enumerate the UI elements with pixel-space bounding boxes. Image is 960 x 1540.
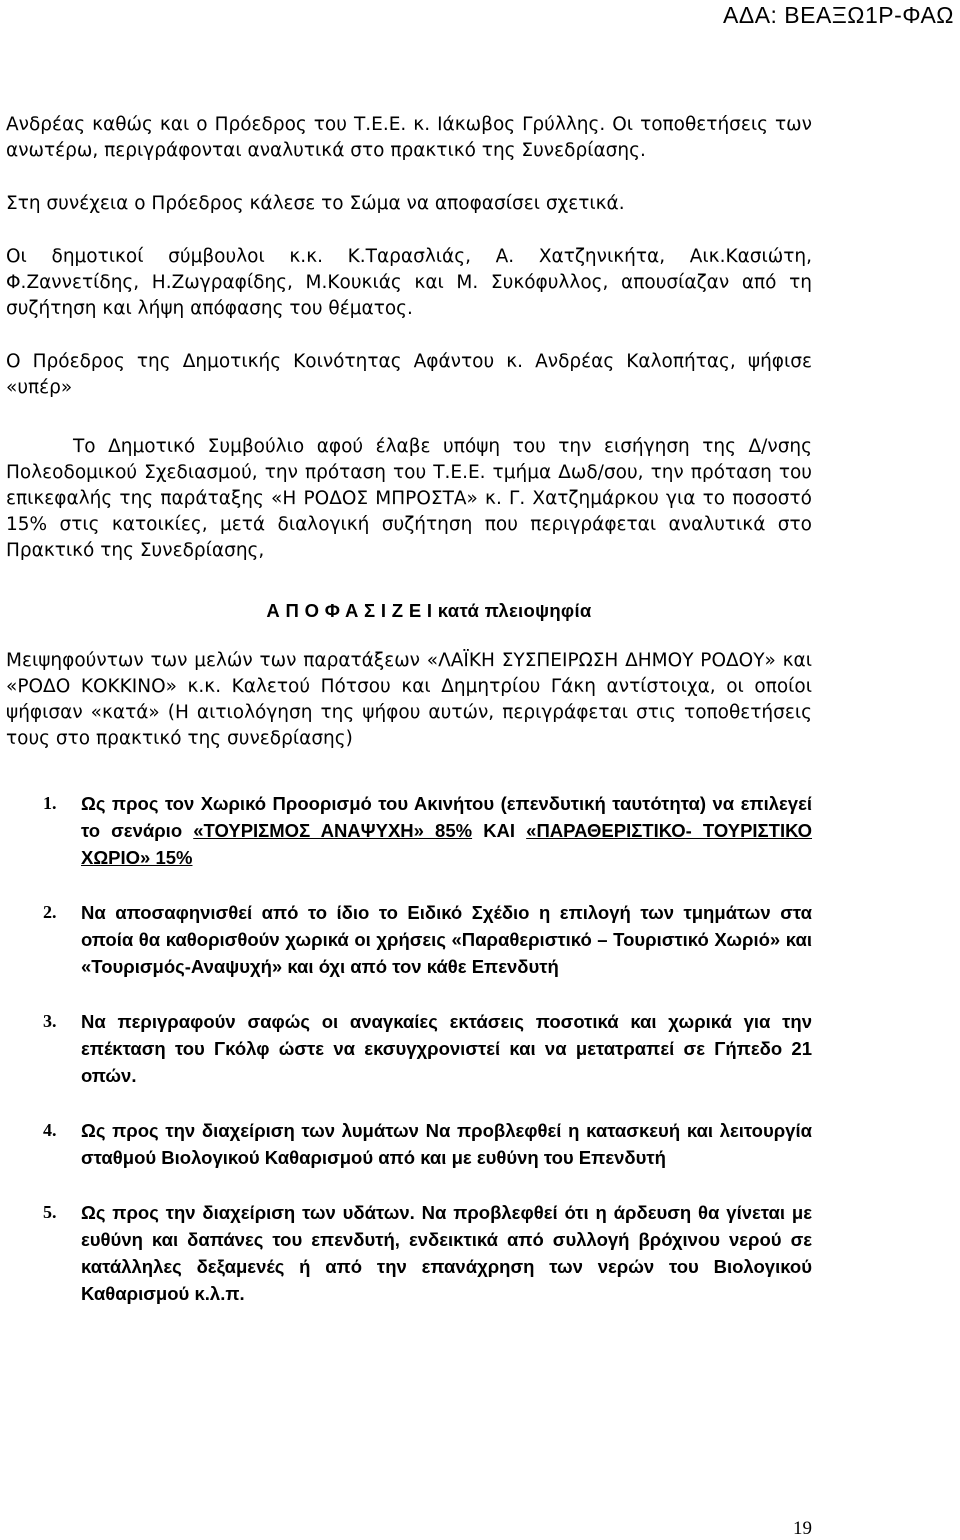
item-number: 2. (43, 902, 57, 922)
paragraph-vote-call: Στη συνέχεια ο Πρόεδρος κάλεσε το Σώμα να αποφασίσει σχετικά. (6, 193, 625, 214)
decision-item-1 (6, 790, 812, 871)
item-number: 3. (43, 1011, 57, 1031)
paragraph-community-president: Ο Πρόεδρος της Δημοτικής Κοινότητας Αφάντου κ. Ανδρέας Καλοπήτας, ψήφισε «υπέρ» (6, 351, 812, 398)
item-text: ΚΑΙ (472, 820, 527, 841)
item-text: Να αποσαφηνισθεί από το ίδιο το Ειδικό Σχέδιο η επιλογή των τμημάτων στα οποία θα καθορισθούν χωρικά οι χρήσεις «Παραθεριστικό – Τουριστικό Χωριό» και «Τουρισμός-Αναψυχή» και όχι από τον κάθε Επενδυτή (81, 902, 812, 977)
ada-code: ΑΔΑ: ΒΕΑΞΩ1Ρ-ΦΑΩ (722, 2, 954, 28)
decision-item-3 (6, 1008, 812, 1089)
decision-item-2 (6, 899, 812, 980)
paragraph-minority-vote: Μειψηφούντων των μελών των παρατάξεων «ΛΑΪΚΗ ΣΥΣΠΕΙΡΩΣΗ ΔΗΜΟΥ ΡΟΔΟΥ» και «ΡΟΔΟ ΚΟΚΚΙΝΟ» κ.κ. Καλετού Πότσου και Δημητρίου Γάκη αντίστοιχα, οι οποίοι ψήφισαν «κατά» (Η αιτιολόγηση της ψήφου αυτών, περιγράφεται στις τοποθετήσεις τους στο πρακτικό της συνεδρίασης) (6, 650, 812, 749)
item-text: Ως προς την διαχείριση των υδάτων. Να προβλεφθεί ότι η άρδευση θα γίνεται με ευθύνη και δαπάνες του επενδυτή, ενδεικτικά από συλλογή βρόχινου νερού σε κατάλληλες δεξαμενές ή από την επανάχρηση των νερών του Βιολογικού Καθαρισμού κ.λ.π. (81, 1202, 812, 1304)
decision-item-5 (6, 1199, 812, 1307)
item-text: Ως προς την διαχείριση των λυμάτων Να προβλεφθεί η κατασκευή και λειτουργία σταθμού Βιολογικού Καθαρισμού από και με ευθύνη του Επενδυτή (81, 1120, 812, 1168)
page-number: 19 (793, 1518, 812, 1539)
paragraph-council-consideration: Το Δημοτικό Συμβούλιο αφού έλαβε υπόψη του την εισήγηση της Δ/νσης Πολεοδομικού Σχεδιασμού, την πρόταση του Τ.Ε.Ε. τμήμα Δωδ/σου, την πρόταση του επικεφαλής της παράταξης «Η ΡΟΔΟΣ ΜΠΡΟΣΤΑ» κ. Γ. Χατζημάρκου για το ποσοστό 15% στις κατοικίες, μετά διαλογική συζήτηση που περιγράφεται αναλυτικά στο Πρακτικό της Συνεδρίασης, (6, 436, 812, 561)
item-text-underlined: «ΠΑΡΑΘΕΡΙΣΤΙΚΟ- ΤΟΥΡΙΣΤΙΚΟ ΧΩΡΙΟ» 15% (81, 820, 813, 868)
document-body (6, 112, 812, 1307)
decision-heading: Α Π Ο Φ Α Σ Ι Ζ Ε Ι κατά πλειοψηφία (266, 600, 592, 621)
paragraph-absent-members: Οι δημοτικοί σύμβουλοι κ.κ. Κ.Ταρασλιάς, Α. Χατζηνικήτα, Αικ.Κασιώτη, Φ.Ζαννετίδης, Η.Ζωγραφίδης, Μ.Κουκιάς και Μ. Συκόφυλλος, απουσίαζαν από τη συζήτηση και λήψη απόφασης του θέματος. (6, 246, 812, 319)
item-number: 1. (43, 793, 57, 813)
paragraph-positions: Ανδρέας καθώς και ο Πρόεδρος του Τ.Ε.Ε. κ. Ιάκωβος Γρύλλης. Οι τοποθετήσεις των ανωτέρω, περιγράφονται αναλυτικά στο πρακτικό της Συνεδρίασης. (6, 114, 812, 161)
item-text-underlined: «ΤΟΥΡΙΣΜΟΣ ΑΝΑΨΥΧΗ» 85% (193, 820, 473, 841)
item-number: 4. (43, 1120, 57, 1140)
item-text: Ως προς τον Χωρικό Προορισμό του Ακινήτου (επενδυτική ταυτότητα) να επιλεγεί το σενάριο (81, 793, 812, 841)
item-text: Να περιγραφούν σαφώς οι αναγκαίες εκτάσεις ποσοτικά και χωρικά για την επέκταση του Γκόλφ ώστε να εκσυγχρονιστεί και να μετατραπεί σε Γήπεδο 21 οπών. (81, 1011, 812, 1086)
decision-item-4 (6, 1117, 812, 1171)
item-number: 5. (43, 1202, 57, 1222)
